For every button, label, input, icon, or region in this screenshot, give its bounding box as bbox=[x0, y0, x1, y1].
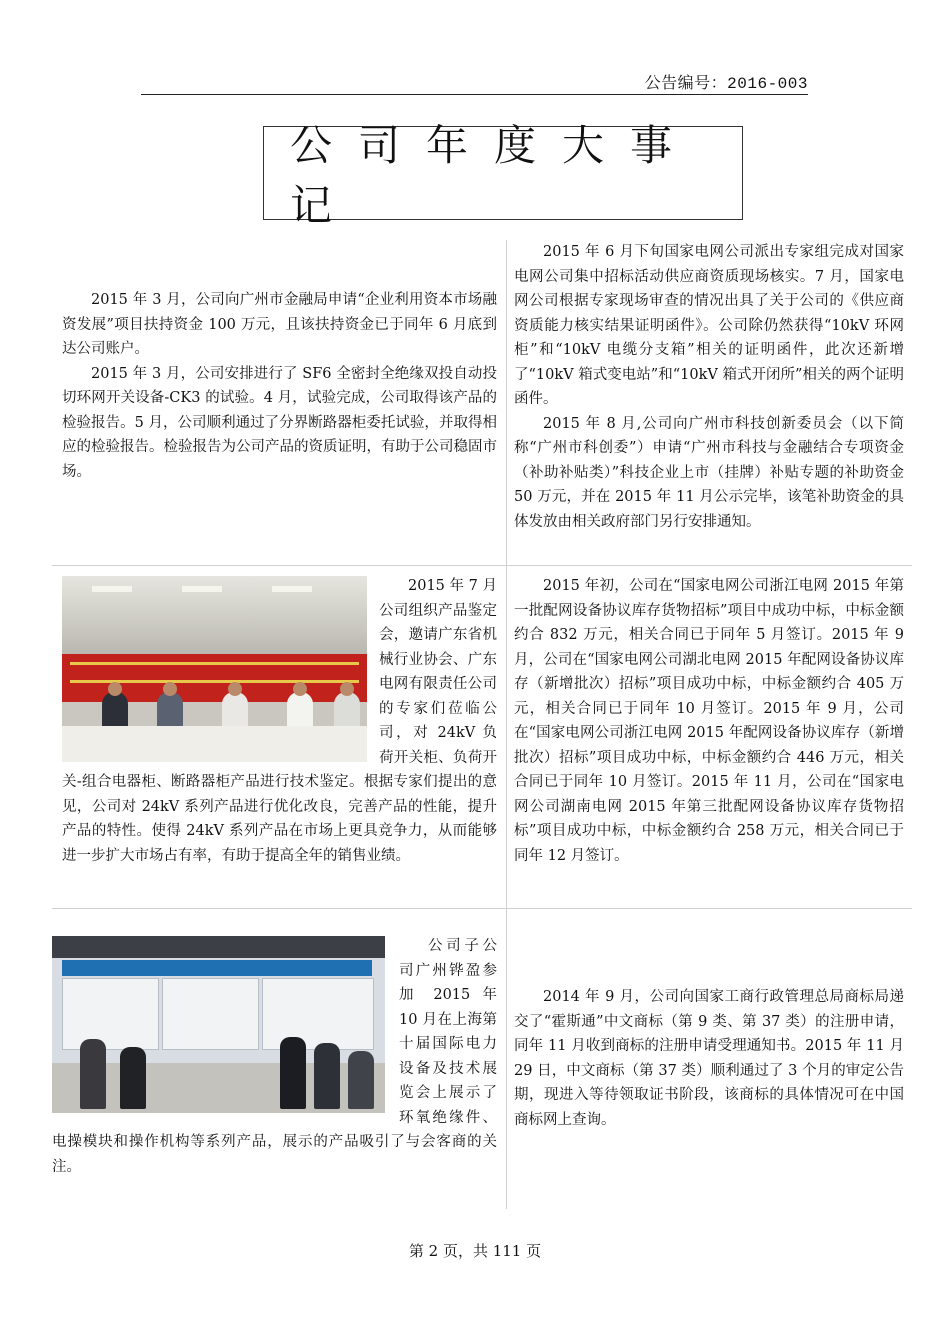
title-box bbox=[263, 121, 743, 230]
left-bottom-section bbox=[52, 934, 497, 1179]
right-top-section bbox=[514, 240, 904, 534]
right-bottom-section: 2014 年 9 月，公司向国家工商行政管理总局商标局递交了“霍斯通”中文商标（第 9 类、第 37 类）的注册申请，同年 11 月收到商标的注册申请受理通知书。2015 年 11 月 29 日，中文商标（第 37 类）顺利通过了 3 个月的审定公告期，现进入等待领取证书阶段，该商标的具体情况可在中国商标网上查询。 bbox=[514, 989, 904, 1128]
notice-number: 公告编号：2016-003 bbox=[644, 75, 808, 93]
column-divider-top bbox=[506, 240, 507, 565]
expo-booth-photo bbox=[52, 936, 385, 1113]
page-title: 公司年度大事记 bbox=[290, 121, 699, 230]
row-rule-1 bbox=[52, 565, 912, 566]
left-mid-section bbox=[62, 574, 497, 868]
right-mid-section: 2015 年初，公司在“国家电网公司浙江电网 2015 年第一批配网设备协议库存货物招标”项目中成功中标，中标金额约合 832 万元，相关合同已于同年 5 月签订。2015 年 9 月，公司在“国家电网公司湖北电网 2015 年配网设备协议库存（新增批次）招标”项目成功中标，中标金额约合 405 万元，相关合同已于同年 10 月签订。2015 年 9 月，公司在“国家电网公司浙江电网 2015 年配网设备协议库存（新增批次）招标”项目成功中标，中标金额约合 446 万元，相关合同已于同年 10 月签订。2015 年 11 月，公司在“国家电网公司湖南电网 2015 年第三批配网设备协议库存货物招标”项目成功中标，中标金额约合 258 万元，相关合同已于同年 12 月签订。 bbox=[514, 578, 904, 864]
page-footer: 第 2 页，共 111 页 bbox=[408, 1242, 542, 1260]
column-divider-bottom bbox=[506, 909, 507, 1209]
mid-left-text: 2015 年 7 月公司组织产品鉴定会，邀请广东省机械行业协会、广东电网有限责任公司的专家们莅临公司，对 24kV 负荷开关柜、负荷开关-组合电器柜、断路器柜产品进行技术鉴定。根据专家们提出的意见，公司对 24kV 系列产品进行优化改良，完善产品的性能，提升产品的特性。使得 24kV 系列产品在市场上更具竞争力，从而能够进一步扩大市场占有率，有助于提高全年的销售业绩。 bbox=[62, 578, 497, 864]
paragraph: 2015 年 8 月,公司向广州市科技创新委员会（以下简称“广州市科创委”）申请“广州市科技与金融结合专项资金（补助补贴类）”科技企业上市（挂牌）补贴专题的补助资金 50 万元，并在 2015 年 11 月公示完毕，该笔补助资金的具体发放由相关政府部门另行安排通知。 bbox=[514, 415, 904, 530]
bottom-left-text: 公司子公司广州铧盈参加 2015 年 10 月在上海第十届国际电力设备及技术展览会上展示了环氧绝缘件、电操模块和操作机构等系列产品，展示的产品吸引了与会客商的关注。 bbox=[52, 938, 497, 1175]
paragraph: 2015 年 3 月，公司向广州市金融局申请“企业利用资本市场融资发展”项目扶持资金 100 万元，且该扶持资金已于同年 6 月底到达公司账户。 bbox=[62, 292, 497, 357]
row-rule-2 bbox=[52, 908, 912, 909]
paragraph: 2015 年 3 月，公司安排进行了 SF6 全密封全绝缘双投自动投切环网开关设备-CK3 的试验。4 月，试验完成，公司取得该产品的检验报告。5 月，公司顺利通过了分界断路器柜委托试验，并取得相应的检验报告。检验报告为公司产品的资质证明，有助于公司稳固市场。 bbox=[62, 365, 497, 480]
paragraph: 2015 年 6 月下旬国家电网公司派出专家组完成对国家电网公司集中招标活动供应商资质现场核实。7 月，国家电网公司根据专家现场审查的情况出具了关于公司的《供应商资质能力核实结果证明函件》。公司除仍然获得“10kV 环网柜”和“10kV 电缆分支箱”相关的证明函件，此次还新增了“10kV 箱式变电站”和“10kV 箱式开闭所”相关的两个证明函件。 bbox=[514, 244, 904, 407]
meeting-photo bbox=[62, 576, 367, 762]
column-divider-mid bbox=[506, 566, 507, 908]
left-top-section bbox=[62, 288, 497, 484]
header-rule bbox=[141, 94, 808, 95]
